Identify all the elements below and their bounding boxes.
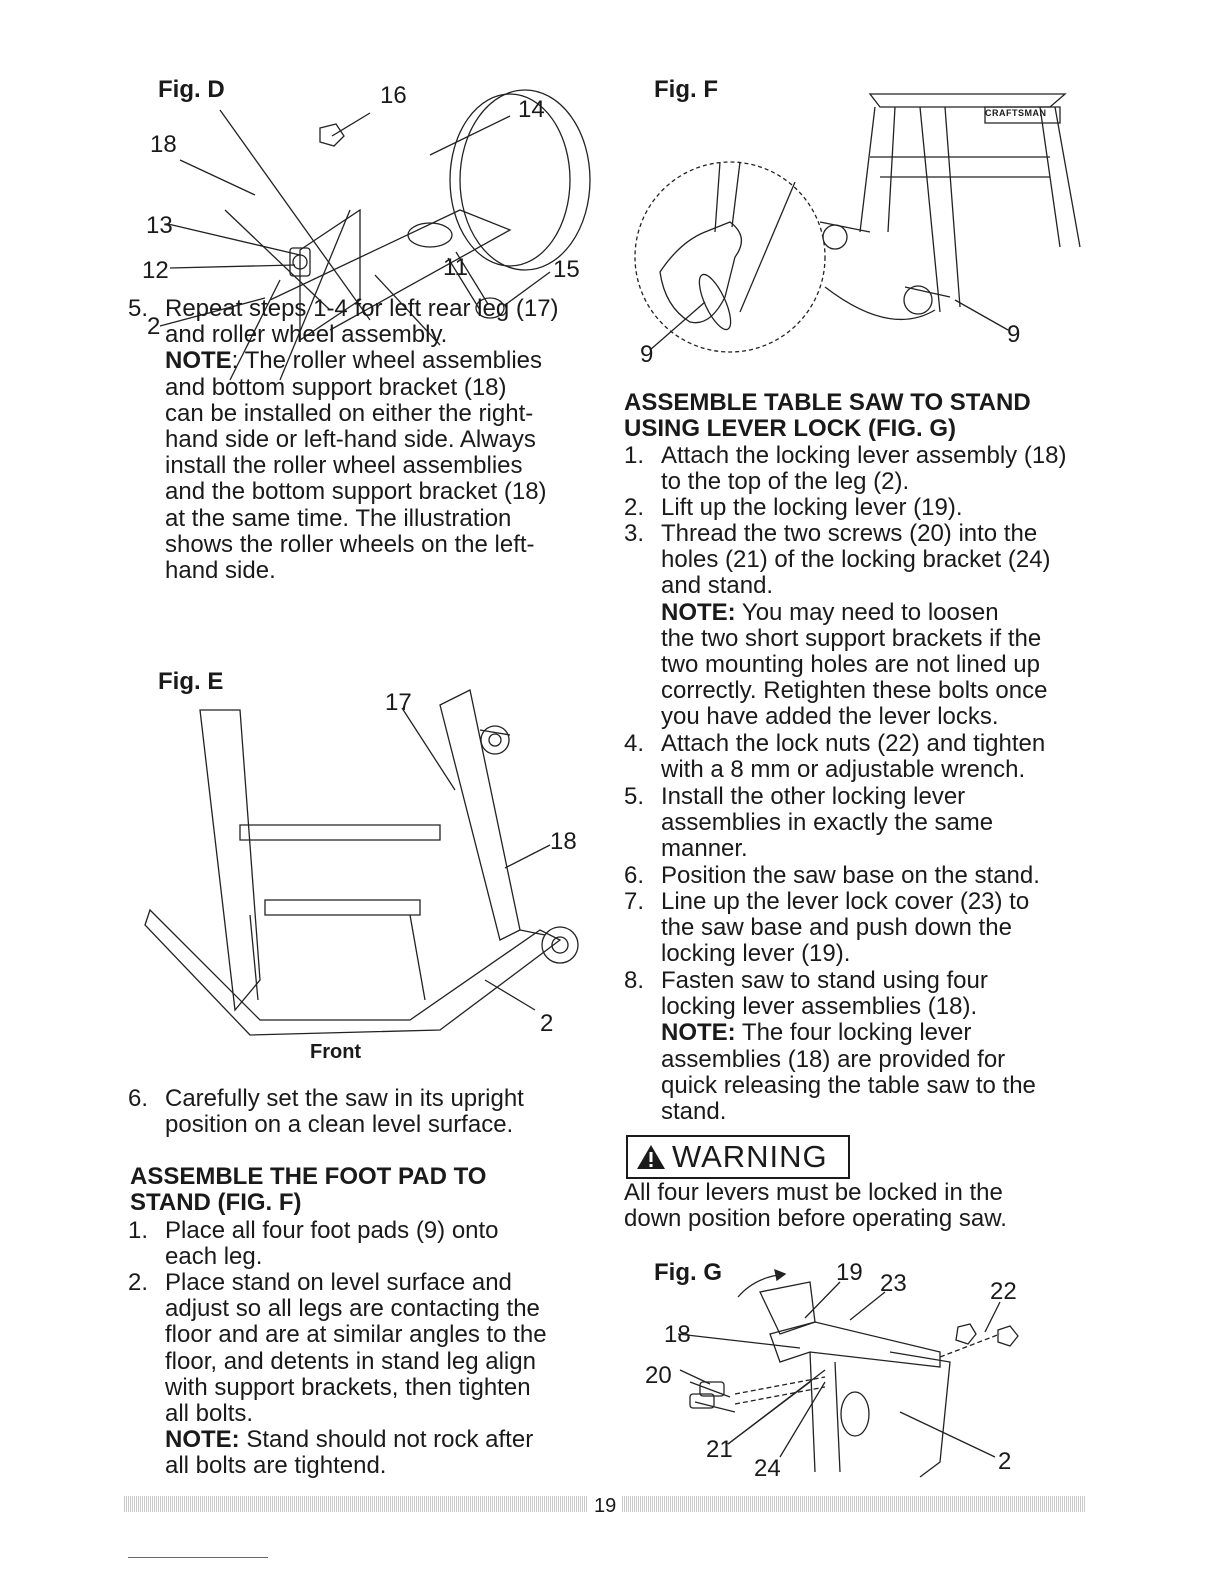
step-line: adjust so all legs are contacting the xyxy=(165,1295,540,1323)
step-line: assemblies in exactly the same xyxy=(661,809,994,837)
note-line: hand side. xyxy=(165,557,276,585)
fig-f-callout-9-right: 9 xyxy=(1007,321,1021,348)
note-line: all bolts are tightend. xyxy=(165,1452,387,1480)
step-line: with support brackets, then tighten xyxy=(165,1373,531,1401)
note-line: quick releasing the table saw to the xyxy=(661,1071,1036,1099)
fig-g-callout-21: 21 xyxy=(706,1436,733,1463)
note-text: Stand should not rock after xyxy=(239,1426,534,1454)
note-line: two mounting holes are not lined up xyxy=(661,651,1040,679)
fig-d-callout-14: 14 xyxy=(518,96,545,123)
note-label: NOTE: xyxy=(165,1426,240,1454)
note-line: the two short support brackets if the xyxy=(661,624,1042,652)
note-line: hand side or left-hand side. Always xyxy=(165,426,536,454)
heading-line: STAND (FIG. F) xyxy=(130,1189,302,1216)
stand-hole xyxy=(841,1392,869,1436)
hand xyxy=(660,222,741,323)
step-line: Attach the lock nuts (22) and tighten xyxy=(661,730,1046,757)
note-line: at the same time. The illustration xyxy=(165,504,512,532)
heading-line: ASSEMBLE TABLE SAW TO STAND xyxy=(624,389,1031,416)
lever-step-8 xyxy=(624,968,1094,1128)
foot-pad-note xyxy=(165,1427,605,1453)
step-line: Place all four foot pads (9) onto xyxy=(165,1217,499,1244)
step-number: 5. xyxy=(624,783,645,810)
bottom-blue-rule xyxy=(128,1557,268,1558)
step-6 xyxy=(128,1086,608,1146)
step-line: with a 8 mm or adjustable wrench. xyxy=(661,756,1026,784)
footer-rule-right xyxy=(622,1496,1086,1512)
step-number: 2. xyxy=(128,1269,149,1296)
warning-text xyxy=(624,1180,1094,1232)
step-line: floor and are at similar angles to the xyxy=(165,1321,547,1349)
note-text: : The roller wheel assemblies xyxy=(231,347,543,375)
warning-line: down position before operating saw. xyxy=(624,1205,1007,1233)
warning-box xyxy=(626,1135,850,1179)
step-3-note xyxy=(661,600,1091,626)
step-line: Attach the locking lever assembly (18) xyxy=(661,442,1067,469)
step-line: locking lever assemblies (18). xyxy=(661,993,978,1021)
step-6-line: position on a clean level surface. xyxy=(165,1111,514,1139)
note-text: You may need to loosen xyxy=(735,598,999,626)
lever-step-3 xyxy=(624,520,1094,731)
step-line: locking lever (19). xyxy=(661,940,851,968)
step-line: Install the other locking lever xyxy=(661,783,966,810)
step-line: each leg. xyxy=(165,1243,263,1271)
fig-f-callout-9-left: 9 xyxy=(640,341,654,368)
fig-e-callout-17: 17 xyxy=(385,689,412,716)
foot-pad-heading xyxy=(130,1164,600,1216)
step-number: 7. xyxy=(624,888,645,915)
step-number: 2. xyxy=(624,494,645,521)
step-number: 4. xyxy=(624,730,645,757)
step-5 xyxy=(128,296,608,676)
step-line: floor, and detents in stand leg align xyxy=(165,1347,536,1375)
fig-g-callout-22: 22 xyxy=(990,1278,1017,1305)
lever-lock-heading xyxy=(624,390,1094,442)
fig-d-callout-2: 2 xyxy=(147,313,161,340)
note-line: you have added the lever locks. xyxy=(661,703,999,731)
note-line: stand. xyxy=(661,1098,727,1126)
fig-e-illustration xyxy=(140,680,600,1050)
step-line: all bolts. xyxy=(165,1400,254,1428)
step-5-number: 5. xyxy=(128,295,149,322)
step-line: manner. xyxy=(661,835,748,863)
step-number: 1. xyxy=(128,1217,149,1244)
step-5-line: Repeat steps 1-4 for left rear leg (17) xyxy=(165,295,559,322)
lever-step-7 xyxy=(624,889,1094,971)
fig-d-title: Fig. D xyxy=(158,76,225,103)
lever-step-6 xyxy=(624,863,1094,891)
heading-line: ASSEMBLE THE FOOT PAD TO xyxy=(130,1163,487,1190)
fig-d-callout-15: 15 xyxy=(553,256,580,283)
note-text: The four locking lever xyxy=(735,1019,972,1047)
fig-e-caption: Front xyxy=(310,1041,362,1063)
fig-g-callout-18: 18 xyxy=(664,1321,691,1348)
fig-d-callout-16: 16 xyxy=(380,82,407,109)
fig-e-callout-18: 18 xyxy=(550,828,577,855)
warning-line: All four levers must be locked in the xyxy=(624,1179,1003,1206)
fig-g-callout-2: 2 xyxy=(998,1448,1012,1475)
step-line: Lift up the locking lever (19). xyxy=(661,494,963,521)
fig-e-title: Fig. E xyxy=(158,668,224,695)
step-line: Thread the two screws (20) into the xyxy=(661,520,1038,547)
lever-step-4 xyxy=(624,731,1094,787)
note-line: install the roller wheel assemblies xyxy=(165,452,523,480)
step-6-line: Carefully set the saw in its upright xyxy=(165,1085,524,1112)
step-line: to the top of the leg (2). xyxy=(661,468,910,496)
heading-line: USING LEVER LOCK (FIG. G) xyxy=(624,415,957,442)
fig-f-title: Fig. F xyxy=(654,76,718,103)
fig-g-callout-23: 23 xyxy=(880,1270,907,1297)
step-line: Place stand on level surface and xyxy=(165,1269,512,1296)
step-line: Fasten saw to stand using four xyxy=(661,967,988,994)
footer-rule-left xyxy=(124,1496,588,1512)
step-line: Line up the lever lock cover (23) to xyxy=(661,888,1030,915)
fig-d-callout-18: 18 xyxy=(150,131,177,158)
fig-d-callout-11: 11 xyxy=(443,254,468,281)
step-line: Position the saw base on the stand. xyxy=(661,862,1040,889)
fig-g-title: Fig. G xyxy=(654,1259,722,1286)
note-line: and bottom support bracket (18) xyxy=(165,373,507,401)
note-label: NOTE: xyxy=(661,1019,736,1047)
step-8-note xyxy=(661,1020,1091,1046)
fig-e-callout-2: 2 xyxy=(540,1010,554,1037)
step-number: 3. xyxy=(624,520,645,547)
roller-wheel-top xyxy=(481,726,509,754)
note-label: NOTE: xyxy=(661,598,736,626)
fig-f-illustration xyxy=(620,82,1070,372)
fig-d-callout-13: 13 xyxy=(146,212,173,239)
foot-pad-step-1 xyxy=(128,1218,608,1274)
lever-step-1 xyxy=(624,443,1094,499)
page-number: 19 xyxy=(594,1495,617,1517)
warning-label: WARNING xyxy=(672,1139,828,1174)
foot-pad xyxy=(693,271,736,334)
fig-f-brand-label: CRAFTSMAN xyxy=(985,108,1047,118)
foot-pad-step-2 xyxy=(128,1270,608,1490)
step-number: 6. xyxy=(624,862,645,889)
step-line: the saw base and push down the xyxy=(661,914,1012,942)
note-line: and the bottom support bracket (18) xyxy=(165,478,547,506)
fig-d-callout-12: 12 xyxy=(142,257,169,284)
step-line: and stand. xyxy=(661,572,774,600)
step-line: holes (21) of the locking bracket (24) xyxy=(661,546,1051,574)
warning-triangle-icon xyxy=(636,1143,666,1171)
fig-g-callout-20: 20 xyxy=(645,1362,672,1389)
fig-g-callout-24: 24 xyxy=(754,1455,781,1482)
step-5-note xyxy=(165,348,605,374)
note-line: shows the roller wheels on the left- xyxy=(165,530,535,558)
step-5-line: and roller wheel assembly. xyxy=(165,321,448,349)
roller-wheel-bottom xyxy=(542,927,578,963)
note-line: assemblies (18) are provided for xyxy=(661,1045,1006,1073)
note-label: NOTE xyxy=(165,347,232,375)
nut-16 xyxy=(320,124,344,146)
fig-g-callout-19: 19 xyxy=(836,1259,863,1286)
lever-step-5 xyxy=(624,784,1094,866)
step-number: 1. xyxy=(624,442,645,469)
note-line: can be installed on either the right- xyxy=(165,399,534,427)
step-6-number: 6. xyxy=(128,1085,149,1112)
step-number: 8. xyxy=(624,967,645,994)
lever-step-2 xyxy=(624,495,1094,523)
note-line: correctly. Retighten these bolts once xyxy=(661,677,1048,705)
